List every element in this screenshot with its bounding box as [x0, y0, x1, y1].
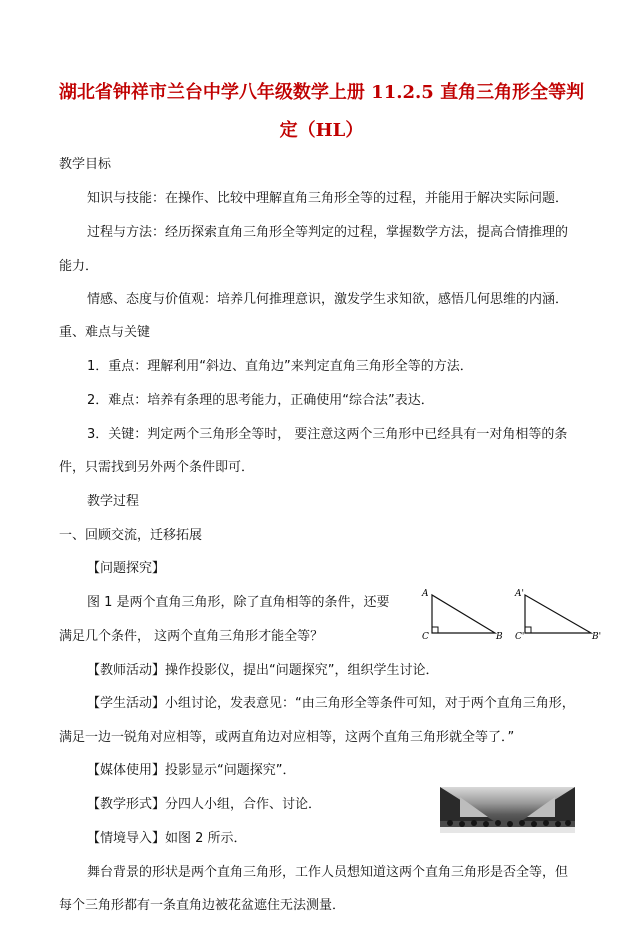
heading-teaching-process: 教学过程: [87, 494, 140, 509]
paragraph-emotion-values: 情感、态度与价值观：培养几何推理意识，激发学生求知欲，感悟几何思维的内涵．: [87, 292, 569, 307]
figure-2-stage-photo: [440, 787, 575, 833]
paragraph-figure1-question-cont: 满足几个条件， 这两个直角三角形才能全等？: [59, 629, 324, 644]
vertex-label-b: B: [496, 632, 503, 642]
vertex-label-b-prime: B': [592, 632, 602, 642]
paragraph-key-point-3: 3．关键：判定两个三角形全等时， 要注意这两个三角形中已经具有一对角相等的条: [87, 427, 568, 442]
paragraph-key-point-1: 1．重点：理解利用“斜边、直角边”来判定直角三角形全等的方法．: [87, 359, 473, 374]
paragraph-student-activity: 【学生活动】小组讨论，发表意见：“由三角形全等条件可知，对于两个直角三角形，: [87, 696, 575, 711]
document-title-line-1: 湖北省钟祥市兰台中学八年级数学上册 11.2.5 直角三角形全等判: [58, 82, 585, 103]
paragraph-stage-background-cont: 每个三角形都有一条直角边被花盆遮住无法测量．: [59, 898, 346, 913]
label-problem-exploration: 【问题探究】: [87, 561, 166, 576]
paragraph-key-point-3-cont: 件，只需找到另外两个条件即可．: [59, 460, 255, 475]
paragraph-process-method: 过程与方法：经历探索直角三角形全等判定的过程，掌握数学方法，提高合情推理的: [87, 225, 569, 240]
triangle-abc: [421, 589, 503, 642]
paragraph-knowledge-skills: 知识与技能：在操作、比较中理解直角三角形全等的过程，并能用于解决实际问题．: [87, 191, 569, 206]
vertex-label-c: C: [422, 632, 429, 642]
vertex-label-a-prime: A': [515, 589, 524, 599]
paragraph-media-use: 【媒体使用】投影显示“问题探究”．: [87, 763, 296, 778]
heading-section-1: 一、回顾交流，迁移拓展: [59, 528, 203, 543]
paragraph-teacher-activity: 【教师活动】操作投影仪，提出“问题探究”，组织学生讨论．: [87, 663, 439, 678]
paragraph-student-activity-cont: 满足一边一锐角对应相等，或两直角边对应相等，这两个直角三角形就全等了．”: [59, 730, 515, 745]
paragraph-stage-background: 舞台背景的形状是两个直角三角形，工作人员想知道这两个直角三角形是否全等，但: [87, 865, 569, 880]
vertex-label-a: A: [422, 589, 429, 599]
paragraph-scene-intro: 【情境导入】如图 2 所示．: [87, 831, 247, 846]
heading-key-points: 重、难点与关键: [59, 325, 151, 340]
triangle-a1b1c1: [514, 589, 601, 642]
heading-teaching-goals: 教学目标: [59, 157, 112, 172]
paragraph-key-point-2: 2．难点：培养有条理的思考能力，正确使用“综合法”表达．: [87, 393, 434, 408]
paragraph-process-method-cont: 能力．: [59, 259, 99, 274]
document-title-line-2: 定（HL）: [279, 120, 364, 141]
figure-1-triangles: [418, 586, 608, 642]
vertex-label-c-prime: C': [515, 632, 525, 642]
paragraph-figure1-question: 图 1 是两个直角三角形，除了直角相等的条件，还要: [87, 595, 390, 610]
paragraph-teaching-form: 【教学形式】分四人小组，合作、讨论．: [87, 797, 322, 812]
